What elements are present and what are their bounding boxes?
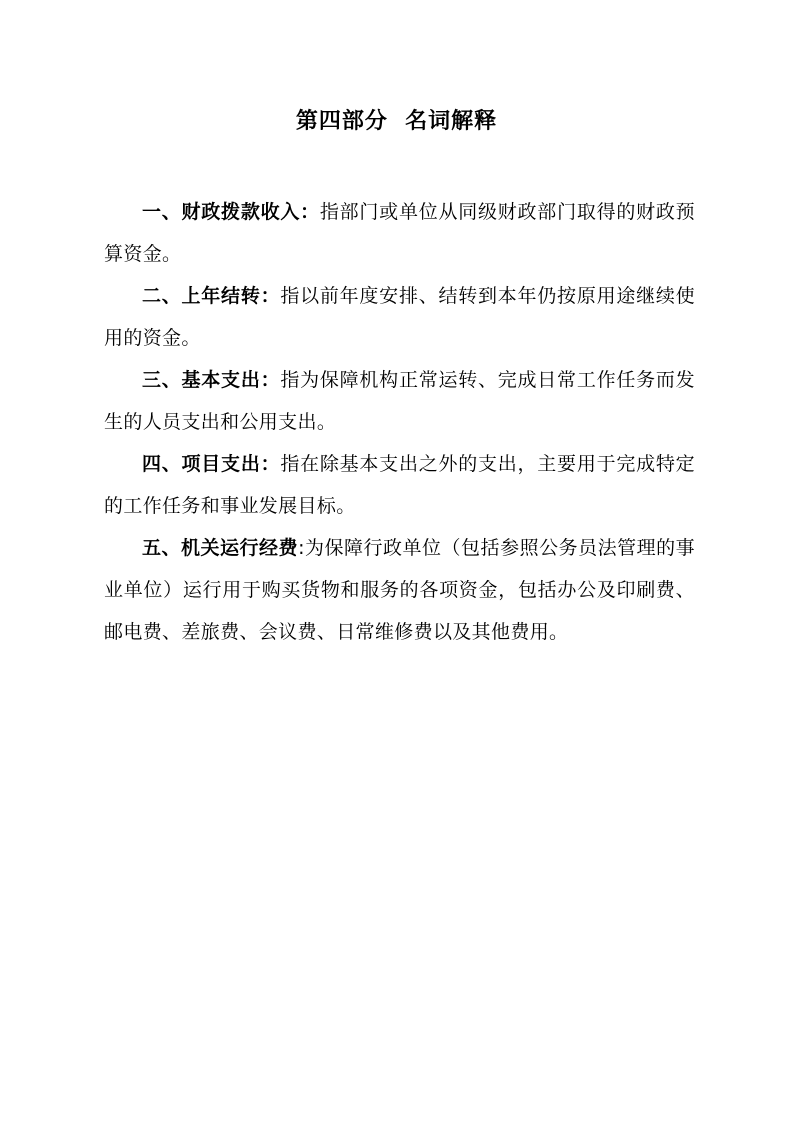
term-paragraph-basic-expenditure xyxy=(104,359,695,443)
term-name: 二、上年结转： xyxy=(142,285,281,307)
terms-list xyxy=(104,191,695,653)
term-paragraph-project-expenditure xyxy=(104,443,695,527)
term-name: 三、基本支出： xyxy=(142,369,281,391)
term-definition: 指为保障机构正常运转、完成日常工作任务而发生的人员支出和公用支出。 xyxy=(104,369,695,433)
term-paragraph-prior-year-carryover xyxy=(104,275,695,359)
term-definition: 指部门或单位从同级财政部门取得的财政预算资金。 xyxy=(104,201,696,265)
term-paragraph-operating-funds xyxy=(104,527,695,653)
term-name: 五、机关运行经费 xyxy=(142,537,299,559)
term-definition: 指在除基本支出之外的支出，主要用于完成特定的工作任务和事业发展目标。 xyxy=(104,453,695,517)
term-name: 四、项目支出： xyxy=(142,453,281,475)
term-definition: :为保障行政单位（包括参照公务员法管理的事业单位）运行用于购买货物和服务的各项资金，包括办公及印刷费、邮电费、差旅费、会议费、日常维修费以及其他费用。 xyxy=(104,537,695,643)
term-name: 一、财政拨款收入： xyxy=(142,201,320,223)
term-paragraph-fiscal-appropriation-income xyxy=(104,191,695,275)
page-title: 第四部分 名词解释 xyxy=(295,109,498,134)
term-definition: 指以前年度安排、结转到本年仍按原用途继续使用的资金。 xyxy=(104,285,695,349)
